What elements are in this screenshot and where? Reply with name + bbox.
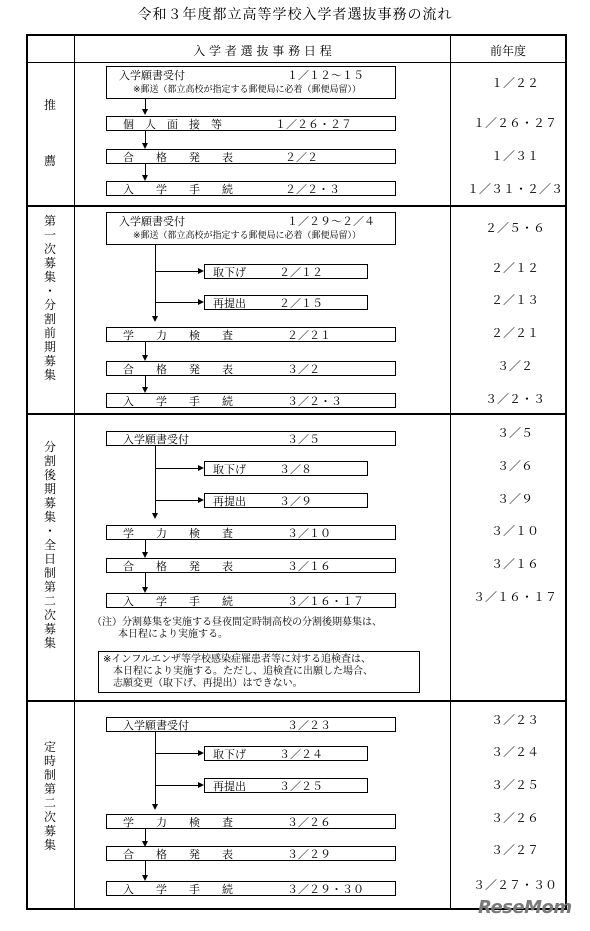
note-influenza xyxy=(98,651,420,693)
step-date: ３／９ xyxy=(279,495,312,508)
step-date: ２／１２ xyxy=(279,266,323,279)
prev-date: ３／６ xyxy=(496,459,533,473)
step-name: 個 人 面 接 等 xyxy=(123,118,222,131)
note-line: ※インフルエンザ等学校感染症罹患者等に対する追検査は、 xyxy=(103,654,371,665)
prev-date: １／３１・２／３ xyxy=(466,182,563,196)
step-name: 学 力 検 査 xyxy=(123,527,233,540)
step-name: 取下げ xyxy=(213,463,246,476)
step-date: ３／２４ xyxy=(279,748,323,761)
step-name: 学 力 検 査 xyxy=(123,816,233,829)
step-name: 入学願書受付 xyxy=(119,69,185,82)
step-enroll xyxy=(106,593,396,608)
section-label-first: 第 一 次 募 集 ・ 分 割 前 期 募 集 xyxy=(43,214,56,382)
prev-date: １／２２ xyxy=(490,76,539,90)
step-date: １／１２～１５ xyxy=(287,69,364,82)
step-date: ３／２５ xyxy=(279,780,323,793)
step-date: ２／２１ xyxy=(287,329,331,342)
step-pass xyxy=(106,149,396,164)
step-name: 学 力 検 査 xyxy=(123,329,233,342)
section-label-later: 分 割 後 期 募 集 ・ 全 日 制 第 二 次 募 集 xyxy=(43,440,56,650)
prev-date: ３／１６ xyxy=(490,557,539,571)
step-exam xyxy=(106,525,396,540)
note-split-later xyxy=(92,617,382,641)
prev-date: ３／２ xyxy=(496,359,533,373)
step-pass xyxy=(106,361,396,376)
prev-date: ３／１６・１７ xyxy=(472,590,557,604)
apply-note: ※郵送（都立高校が指定する郵便局に必着（郵便局留）） xyxy=(133,231,362,241)
step-apply xyxy=(106,431,396,446)
prev-date: ２／５・６ xyxy=(484,221,545,235)
step-name: 入 学 手 続 xyxy=(123,183,233,196)
step-date: ３／１０ xyxy=(287,527,331,540)
step-name: 入 学 手 続 xyxy=(123,395,233,408)
step-date: ３／２・３ xyxy=(287,395,342,408)
prev-date: ３／２６ xyxy=(490,811,539,825)
step-pass xyxy=(106,846,396,861)
prev-year-header: 前年度 xyxy=(489,44,526,58)
step-exam xyxy=(106,814,396,829)
step-name: 取下げ xyxy=(213,266,246,279)
step-resubmit xyxy=(204,295,368,310)
step-date: ２／１５ xyxy=(279,297,323,310)
step-name: 再提出 xyxy=(213,495,246,508)
step-enroll xyxy=(106,181,396,196)
prev-date: ３／２７ xyxy=(490,843,539,857)
schedule-header: 入 学 者 選 抜 事 務 日 程 xyxy=(193,44,332,58)
prev-date: ３／９ xyxy=(496,492,533,506)
note-line: 本日程により実施する。ただし、追検査に出願した場合、 xyxy=(113,666,373,677)
step-name: 入学願書受付 xyxy=(123,719,189,732)
prev-date: ３／５ xyxy=(496,426,533,440)
page-title: 令和３年度都立高等学校入学者選抜事務の流れ xyxy=(137,7,453,23)
step-withdraw xyxy=(204,461,368,476)
prev-date: １／２６・２７ xyxy=(472,116,557,130)
prev-date: ３／２３ xyxy=(490,713,539,727)
section-label-suisen: 推 薦 xyxy=(43,98,56,168)
step-apply xyxy=(106,717,396,732)
step-exam xyxy=(106,327,396,342)
step-date: ３／５ xyxy=(287,433,320,446)
prev-date: ３／２７・３０ xyxy=(472,878,557,892)
step-date: ３／２３ xyxy=(287,719,331,732)
step-date: ３／１６・１７ xyxy=(287,595,364,608)
step-name: 合 格 発 表 xyxy=(123,560,233,573)
resemom-logo: ReseMom xyxy=(478,897,572,918)
note-line: 本日程により実施する。 xyxy=(118,629,228,640)
step-name: 入 学 手 続 xyxy=(123,883,233,896)
step-date: ２／２・３ xyxy=(285,183,340,196)
step-enroll xyxy=(106,881,396,896)
step-pass xyxy=(106,558,396,573)
step-name: 再提出 xyxy=(213,297,246,310)
step-resubmit xyxy=(204,778,368,793)
step-name: 合 格 発 表 xyxy=(123,151,233,164)
step-name: 入学願書受付 xyxy=(123,433,189,446)
step-name: 入学願書受付 xyxy=(119,215,185,228)
section-label-teiji: 定 時 制 第 二 次 募 集 xyxy=(43,740,56,852)
step-interview xyxy=(106,116,396,131)
step-date: １／２６・２７ xyxy=(275,118,352,131)
prev-date: ３／２４ xyxy=(490,745,539,759)
prev-date: ２／１２ xyxy=(490,261,539,275)
step-date: ３／８ xyxy=(279,463,312,476)
step-date: １／２９～２／４ xyxy=(287,215,375,228)
step-apply xyxy=(106,212,396,245)
step-date: ３／１６ xyxy=(287,560,331,573)
note-line: 志願変更（取下げ、再提出）はできない。 xyxy=(113,678,303,689)
step-withdraw xyxy=(204,264,368,279)
step-name: 入 学 手 続 xyxy=(123,595,233,608)
prev-date: ２／１３ xyxy=(490,293,539,307)
prev-date: ３／１０ xyxy=(490,524,539,538)
step-name: 合 格 発 表 xyxy=(123,848,233,861)
prev-date: ３／２５ xyxy=(490,778,539,792)
step-name: 取下げ xyxy=(213,748,246,761)
prev-date: ２／２１ xyxy=(490,326,539,340)
step-date: ２／２ xyxy=(285,151,318,164)
note-line: （注）分割募集を実施する昼夜間定時制高校の分割後期募集は、 xyxy=(92,617,382,628)
step-name: 合 格 発 表 xyxy=(123,363,233,376)
step-enroll xyxy=(106,393,396,408)
step-date: ３／２９ xyxy=(287,848,331,861)
step-date: ３／２ xyxy=(287,363,320,376)
prev-date: ３／２・３ xyxy=(484,392,545,406)
step-resubmit xyxy=(204,493,368,508)
prev-date: １／３１ xyxy=(490,149,539,163)
step-date: ３／２９・３０ xyxy=(287,883,364,896)
step-apply xyxy=(106,66,396,99)
step-name: 再提出 xyxy=(213,780,246,793)
step-date: ３／２６ xyxy=(287,816,331,829)
step-withdraw xyxy=(204,746,368,761)
apply-note: ※郵送（都立高校が指定する郵便局に必着（郵便局留）） xyxy=(133,85,362,95)
